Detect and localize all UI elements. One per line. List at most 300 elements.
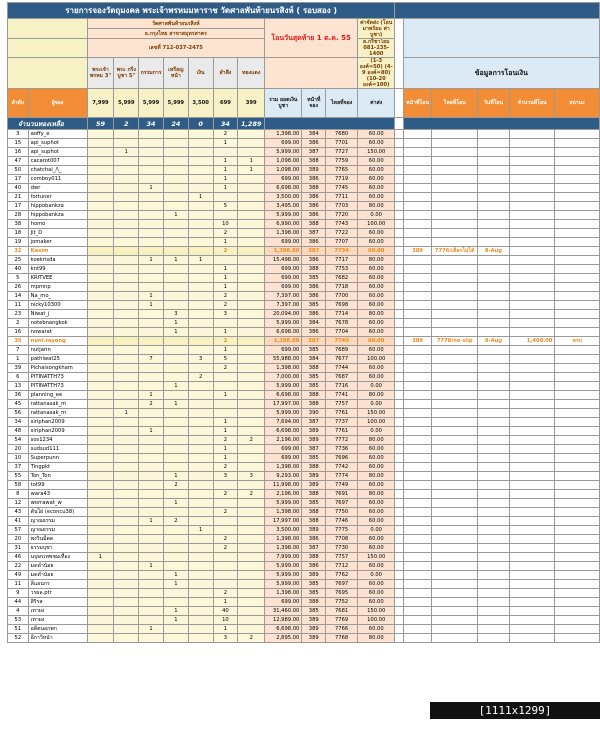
row-booker: fortuner — [28, 193, 87, 202]
row-pay-amount — [509, 175, 554, 184]
row-qty-item6: 5 — [213, 202, 238, 211]
row-qty-item5 — [188, 337, 213, 346]
row-pay-page — [403, 634, 432, 643]
row-gap — [395, 427, 403, 436]
row-page: 389 — [302, 436, 326, 445]
row-pay-amount — [509, 202, 554, 211]
row-qty-item4 — [163, 364, 188, 373]
row-page: 389 — [302, 625, 326, 634]
row-seq: 56 — [8, 409, 29, 418]
row-qty-item4 — [163, 418, 188, 427]
row-qty-item6: 2 — [213, 463, 238, 472]
row-qty-item6: 1 — [213, 283, 238, 292]
row-qty-item6: 2 — [213, 130, 238, 139]
row-ship: 0.00 — [358, 382, 395, 391]
row-total: 1,398.00 — [265, 247, 302, 256]
row-pay-page — [403, 157, 432, 166]
row-gap — [395, 418, 403, 427]
row-pay-date — [477, 445, 509, 454]
row-qty-item3 — [139, 175, 164, 184]
row-post: 7742 — [326, 463, 358, 472]
row-pay-date — [477, 202, 509, 211]
table-row — [8, 382, 600, 391]
row-qty-item2 — [114, 400, 139, 409]
row-pay-amount — [509, 247, 554, 256]
row-qty-item3 — [139, 445, 164, 454]
row-pay-amount — [509, 229, 554, 238]
row-qty-item7 — [238, 310, 265, 319]
row-booker: เทาผง — [28, 607, 87, 616]
row-qty-item7 — [238, 571, 265, 580]
row-qty-item5 — [188, 220, 213, 229]
row-pay-amount — [509, 382, 554, 391]
row-post: 7741 — [326, 391, 358, 400]
row-pay-amount — [509, 220, 554, 229]
row-qty-item6 — [213, 409, 238, 418]
row-post: 7697 — [326, 580, 358, 589]
row-seq: 16 — [8, 328, 29, 337]
row-pay-post — [432, 283, 477, 292]
row-pay-status — [555, 562, 600, 571]
table-row — [8, 616, 600, 625]
row-booker: nowarat — [28, 328, 87, 337]
row-qty-item5 — [188, 580, 213, 589]
row-qty-item5 — [188, 598, 213, 607]
row-pay-date — [477, 589, 509, 598]
row-ship: 60.00 — [358, 544, 395, 553]
row-page: 388 — [302, 265, 326, 274]
table-row — [8, 580, 600, 589]
row-pay-status — [555, 220, 600, 229]
row-gap — [395, 517, 403, 526]
row-gap — [395, 220, 403, 229]
row-ship: 60.00 — [358, 625, 395, 634]
row-qty-item3 — [139, 130, 164, 139]
row-pay-post — [432, 382, 477, 391]
row-total: 17,997.00 — [265, 400, 302, 409]
row-booker: Jit_D — [28, 229, 87, 238]
row-qty-item1 — [87, 544, 114, 553]
row-post: 7746 — [326, 517, 358, 526]
row-qty-item3 — [139, 589, 164, 598]
table-row — [8, 247, 600, 256]
price-item2: 5,999 — [114, 89, 139, 118]
row-ship: 60.00 — [358, 346, 395, 355]
row-qty-item5 — [188, 607, 213, 616]
row-qty-item4: 1 — [163, 580, 188, 589]
row-pay-amount — [509, 499, 554, 508]
row-page: 386 — [302, 175, 326, 184]
row-pay-status — [555, 346, 600, 355]
row-qty-item7 — [238, 553, 265, 562]
row-qty-item3 — [139, 418, 164, 427]
row-pay-amount — [509, 391, 554, 400]
row-pay-date — [477, 364, 509, 373]
gap-col — [395, 19, 403, 89]
row-qty-item7 — [238, 562, 265, 571]
row-gap — [395, 193, 403, 202]
row-qty-item7: 1 — [238, 166, 265, 175]
row-qty-item3 — [139, 220, 164, 229]
row-pay-status — [555, 265, 600, 274]
row-pay-amount — [509, 463, 554, 472]
row-qty-item2 — [114, 607, 139, 616]
row-qty-item3 — [139, 319, 164, 328]
row-qty-item3 — [139, 463, 164, 472]
row-pay-date — [477, 184, 509, 193]
row-page: 385 — [302, 580, 326, 589]
row-pay-date — [477, 373, 509, 382]
row-pay-post — [432, 463, 477, 472]
row-pay-post — [432, 220, 477, 229]
row-qty-item2 — [114, 301, 139, 310]
row-pay-post — [432, 445, 477, 454]
row-ship: 60.00 — [358, 175, 395, 184]
row-post: 7695 — [326, 589, 358, 598]
row-pay-date — [477, 220, 509, 229]
row-qty-item2 — [114, 445, 139, 454]
row-pay-date — [477, 319, 509, 328]
row-pay-status — [555, 355, 600, 364]
row-pay-date — [477, 400, 509, 409]
row-qty-item5 — [188, 499, 213, 508]
row-qty-item2 — [114, 202, 139, 211]
row-page: 386 — [302, 562, 326, 571]
row-qty-item3 — [139, 616, 164, 625]
row-pay-amount — [509, 508, 554, 517]
row-pay-date: 9-Aug — [477, 337, 509, 346]
row-seq: 50 — [8, 166, 29, 175]
row-qty-item1 — [87, 319, 114, 328]
row-qty-item4: 1 — [163, 211, 188, 220]
row-qty-item6: 1 — [213, 238, 238, 247]
row-post: 7689 — [326, 346, 358, 355]
table-row — [8, 166, 600, 175]
row-qty-item4 — [163, 427, 188, 436]
table-row — [8, 220, 600, 229]
row-seq: 51 — [8, 625, 29, 634]
table-row — [8, 184, 600, 193]
row-pay-amount — [509, 292, 554, 301]
row-qty-item2 — [114, 499, 139, 508]
row-qty-item2 — [114, 211, 139, 220]
table-row — [8, 418, 600, 427]
row-pay-status — [555, 418, 600, 427]
row-gap — [395, 337, 403, 346]
row-pay-post — [432, 625, 477, 634]
row-qty-item5 — [188, 346, 213, 355]
row-pay-date — [477, 292, 509, 301]
row-ship: 60.00 — [358, 481, 395, 490]
row-pay-page — [403, 409, 432, 418]
row-qty-item1 — [87, 409, 114, 418]
table-row — [8, 202, 600, 211]
row-qty-item4 — [163, 355, 188, 364]
row-pay-status — [555, 391, 600, 400]
row-pay-post — [432, 499, 477, 508]
table-row — [8, 517, 600, 526]
row-total: 2,196.00 — [265, 436, 302, 445]
row-pay-page — [403, 328, 432, 337]
row-booker: api_suphot — [28, 139, 87, 148]
table-row — [8, 490, 600, 499]
row-pay-page — [403, 256, 432, 265]
row-post: 7696 — [326, 454, 358, 463]
row-booker: worrawat_w — [28, 499, 87, 508]
row-page: 386 — [302, 256, 326, 265]
row-pay-amount — [509, 130, 554, 139]
row-pay-amount — [509, 436, 554, 445]
row-total: 699.00 — [265, 346, 302, 355]
row-seq: 1 — [8, 355, 29, 364]
row-qty-item7 — [238, 382, 265, 391]
row-total: 1,398.00 — [265, 229, 302, 238]
summary-pay-blank — [403, 118, 599, 130]
row-ship: 0.00 — [358, 427, 395, 436]
table-row — [8, 634, 600, 643]
row-qty-item3: 1 — [139, 427, 164, 436]
table-row — [8, 472, 600, 481]
header-blank-2 — [8, 39, 88, 58]
row-qty-item6: 1 — [213, 328, 238, 337]
row-qty-item3 — [139, 373, 164, 382]
row-qty-item4 — [163, 292, 188, 301]
row-pay-date — [477, 544, 509, 553]
row-pay-date — [477, 490, 509, 499]
row-seq: 25 — [8, 256, 29, 265]
row-total: 3,500.00 — [265, 526, 302, 535]
row-seq: 53 — [8, 616, 29, 625]
row-pay-amount — [509, 580, 554, 589]
table-row — [8, 499, 600, 508]
row-pay-page — [403, 463, 432, 472]
table-row — [8, 562, 600, 571]
row-pay-post — [432, 319, 477, 328]
row-pay-page — [403, 283, 432, 292]
row-post: 7775 — [326, 526, 358, 535]
row-qty-item1 — [87, 634, 114, 643]
row-gap — [395, 634, 403, 643]
row-qty-item3 — [139, 499, 164, 508]
row-qty-item7 — [238, 346, 265, 355]
row-qty-item3 — [139, 436, 164, 445]
row-pay-amount — [509, 265, 554, 274]
row-qty-item7 — [238, 598, 265, 607]
row-qty-item4 — [163, 598, 188, 607]
row-qty-item2 — [114, 589, 139, 598]
row-pay-amount — [509, 301, 554, 310]
row-pay-date — [477, 238, 509, 247]
row-qty-item4: 1 — [163, 499, 188, 508]
row-qty-item7 — [238, 220, 265, 229]
row-gap — [395, 400, 403, 409]
row-pay-amount — [509, 328, 554, 337]
row-total: 3,500.00 — [265, 193, 302, 202]
row-total: 1,398.00 — [265, 364, 302, 373]
row-qty-item5 — [188, 130, 213, 139]
row-pay-status — [555, 130, 600, 139]
row-qty-item5 — [188, 319, 213, 328]
row-pay-post — [432, 391, 477, 400]
row-booker: ธรรมบุชา — [28, 544, 87, 553]
row-total: 699.00 — [265, 238, 302, 247]
row-qty-item7 — [238, 283, 265, 292]
row-qty-item3 — [139, 193, 164, 202]
row-booker: dwr — [28, 184, 87, 193]
row-qty-item3 — [139, 148, 164, 157]
row-booker: sudsud111 — [28, 445, 87, 454]
row-page: 389 — [302, 616, 326, 625]
row-seq: 15 — [8, 139, 29, 148]
row-post: 7707 — [326, 238, 358, 247]
row-qty-item2 — [114, 265, 139, 274]
row-seq: 21 — [8, 193, 29, 202]
table-row — [8, 211, 600, 220]
row-pay-post — [432, 400, 477, 409]
row-pay-page — [403, 382, 432, 391]
table-row — [8, 454, 600, 463]
col-item2: พระ กริ่ง บูชา 5" — [114, 58, 139, 89]
row-pay-page — [403, 625, 432, 634]
row-qty-item2 — [114, 598, 139, 607]
row-qty-item5 — [188, 247, 213, 256]
header-blank-4 — [265, 58, 358, 89]
row-seq: 57 — [8, 526, 29, 535]
row-pay-status — [555, 382, 600, 391]
row-ship: 60.00 — [358, 157, 395, 166]
row-pay-page — [403, 319, 432, 328]
table-row — [8, 157, 600, 166]
row-qty-item5 — [188, 553, 213, 562]
image-size-watermark: [1111x1299] https://upic.me/ — [430, 702, 600, 719]
row-pay-post — [432, 157, 477, 166]
row-seq: 18 — [8, 229, 29, 238]
row-pay-date — [477, 463, 509, 472]
table-row — [8, 283, 600, 292]
row-seq: 10 — [8, 454, 29, 463]
gap-col-2 — [395, 89, 403, 118]
row-booker: PITINATTH73 — [28, 382, 87, 391]
row-qty-item6 — [213, 382, 238, 391]
row-pay-post — [432, 616, 477, 625]
row-booker: api_suphot — [28, 148, 87, 157]
row-qty-item7 — [238, 445, 265, 454]
table-row — [8, 526, 600, 535]
row-pay-status — [555, 256, 600, 265]
row-qty-item4 — [163, 148, 188, 157]
row-qty-item1 — [87, 373, 114, 382]
row-pay-amount — [509, 355, 554, 364]
row-qty-item6: 2 — [213, 589, 238, 598]
row-qty-item5 — [188, 202, 213, 211]
row-pay-page — [403, 535, 432, 544]
row-qty-item2 — [114, 355, 139, 364]
row-post: 7691 — [326, 490, 358, 499]
row-qty-item4 — [163, 508, 188, 517]
row-qty-item5 — [188, 328, 213, 337]
row-pay-page — [403, 400, 432, 409]
row-qty-item5 — [188, 139, 213, 148]
row-ship: 60.00 — [358, 292, 395, 301]
row-booker: cacarot007 — [28, 157, 87, 166]
row-pay-post — [432, 589, 477, 598]
row-gap — [395, 310, 403, 319]
row-qty-item2 — [114, 616, 139, 625]
row-qty-item6: 2 — [213, 364, 238, 373]
row-qty-item2 — [114, 580, 139, 589]
row-seq: 20 — [8, 535, 29, 544]
row-post: 7678 — [326, 319, 358, 328]
row-page: 389 — [302, 634, 326, 643]
row-post: 7769 — [326, 616, 358, 625]
row-pay-amount — [509, 238, 554, 247]
row-booker: วรผล.ptr — [28, 589, 87, 598]
row-gap — [395, 301, 403, 310]
table-row — [8, 310, 600, 319]
row-qty-item3 — [139, 481, 164, 490]
row-qty-item5 — [188, 625, 213, 634]
row-qty-item4: 1 — [163, 616, 188, 625]
row-pay-date — [477, 427, 509, 436]
row-pay-status — [555, 589, 600, 598]
row-pay-date — [477, 625, 509, 634]
row-pay-page — [403, 472, 432, 481]
row-qty-item3 — [139, 409, 164, 418]
row-qty-item3 — [139, 580, 164, 589]
row-pay-status — [555, 184, 600, 193]
row-qty-item1 — [87, 175, 114, 184]
row-seq: 36 — [8, 391, 29, 400]
row-ship: 60.00 — [358, 517, 395, 526]
row-pay-page — [403, 274, 432, 283]
row-post: 7761 — [326, 409, 358, 418]
row-pay-post — [432, 310, 477, 319]
row-pay-status — [555, 400, 600, 409]
row-post: 7703 — [326, 202, 358, 211]
row-pay-post — [432, 535, 477, 544]
row-qty-item1 — [87, 355, 114, 364]
table-row — [8, 625, 600, 634]
row-pay-amount — [509, 472, 554, 481]
row-qty-item7 — [238, 364, 265, 373]
row-pay-post — [432, 130, 477, 139]
row-pay-post — [432, 301, 477, 310]
row-post: 7717 — [326, 256, 358, 265]
row-qty-item3 — [139, 382, 164, 391]
row-post: 7753 — [326, 265, 358, 274]
row-pay-post — [432, 580, 477, 589]
row-page: 385 — [302, 274, 326, 283]
row-qty-item6: 2 — [213, 301, 238, 310]
row-booker: rattanasak_m — [28, 409, 87, 418]
row-qty-item1 — [87, 265, 114, 274]
row-pay-amount — [509, 310, 554, 319]
row-qty-item5 — [188, 544, 213, 553]
row-page: 387 — [302, 229, 326, 238]
table-row — [8, 400, 600, 409]
row-qty-item4 — [163, 265, 188, 274]
row-qty-item7 — [238, 418, 265, 427]
row-pay-post — [432, 346, 477, 355]
row-pay-status — [555, 310, 600, 319]
row-ship: 150.00 — [358, 607, 395, 616]
row-gap — [395, 184, 403, 193]
row-qty-item6 — [213, 211, 238, 220]
row-qty-item6: 2 — [213, 544, 238, 553]
row-qty-item4: 1 — [163, 256, 188, 265]
row-page: 387 — [302, 337, 326, 346]
table-row — [8, 571, 600, 580]
